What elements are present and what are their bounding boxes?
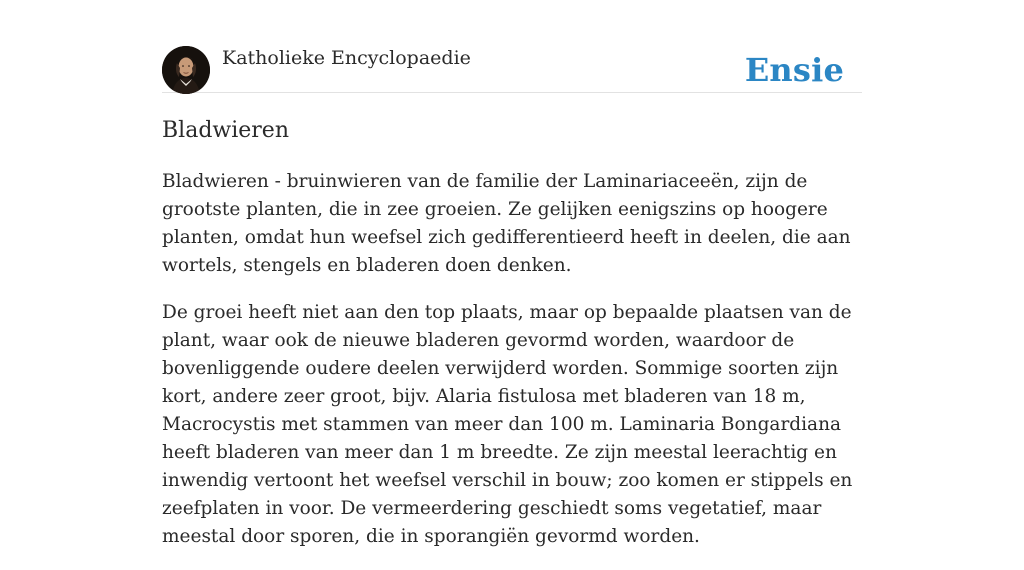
article-paragraph: Bladwieren - bruinwieren van de familie der Laminariaceeën, zijn de grootste planten, die in zee groeien. Ze gelijken eenigszins op hoogere planten, omdat hun weefsel zich gedifferentieerd heeft in deelen, die aan wortels, stengels en bladeren doen denken. — [162, 171, 851, 276]
brand-logo[interactable]: Ensie — [744, 51, 844, 89]
source-name[interactable]: Katholieke Encyclopaedie — [222, 47, 471, 69]
portrait-avatar-icon — [162, 46, 210, 94]
source-avatar[interactable] — [162, 46, 210, 94]
header — [162, 0, 862, 93]
article-body — [162, 168, 862, 570]
article-page — [162, 0, 862, 547]
article-paragraph: De groei heeft niet aan den top plaats, maar op bepaalde plaatsen van de plant, waar ook de nieuwe bladeren gevormd worden, waardoor de bovenliggende oudere deelen verwijderd worden. Sommige soorten zijn kort, andere zeer groot, bijv. Alaria fistulosa met bladeren van 18 m, Macrocystis met stammen van meer dan 100 m. Laminaria Bongardiana heeft bladeren van meer dan 1 m breedte. Ze zijn meestal leerachtig en inwendig vertoont het weefsel verschil in bouw; zoo komen er stippels en zeefplaten in voor. De vermeerdering geschiedt soms vegetatief, maar meestal door sporen, die in sporangiën gevormd worden. — [162, 302, 853, 547]
page-title: Bladwieren — [162, 118, 289, 143]
